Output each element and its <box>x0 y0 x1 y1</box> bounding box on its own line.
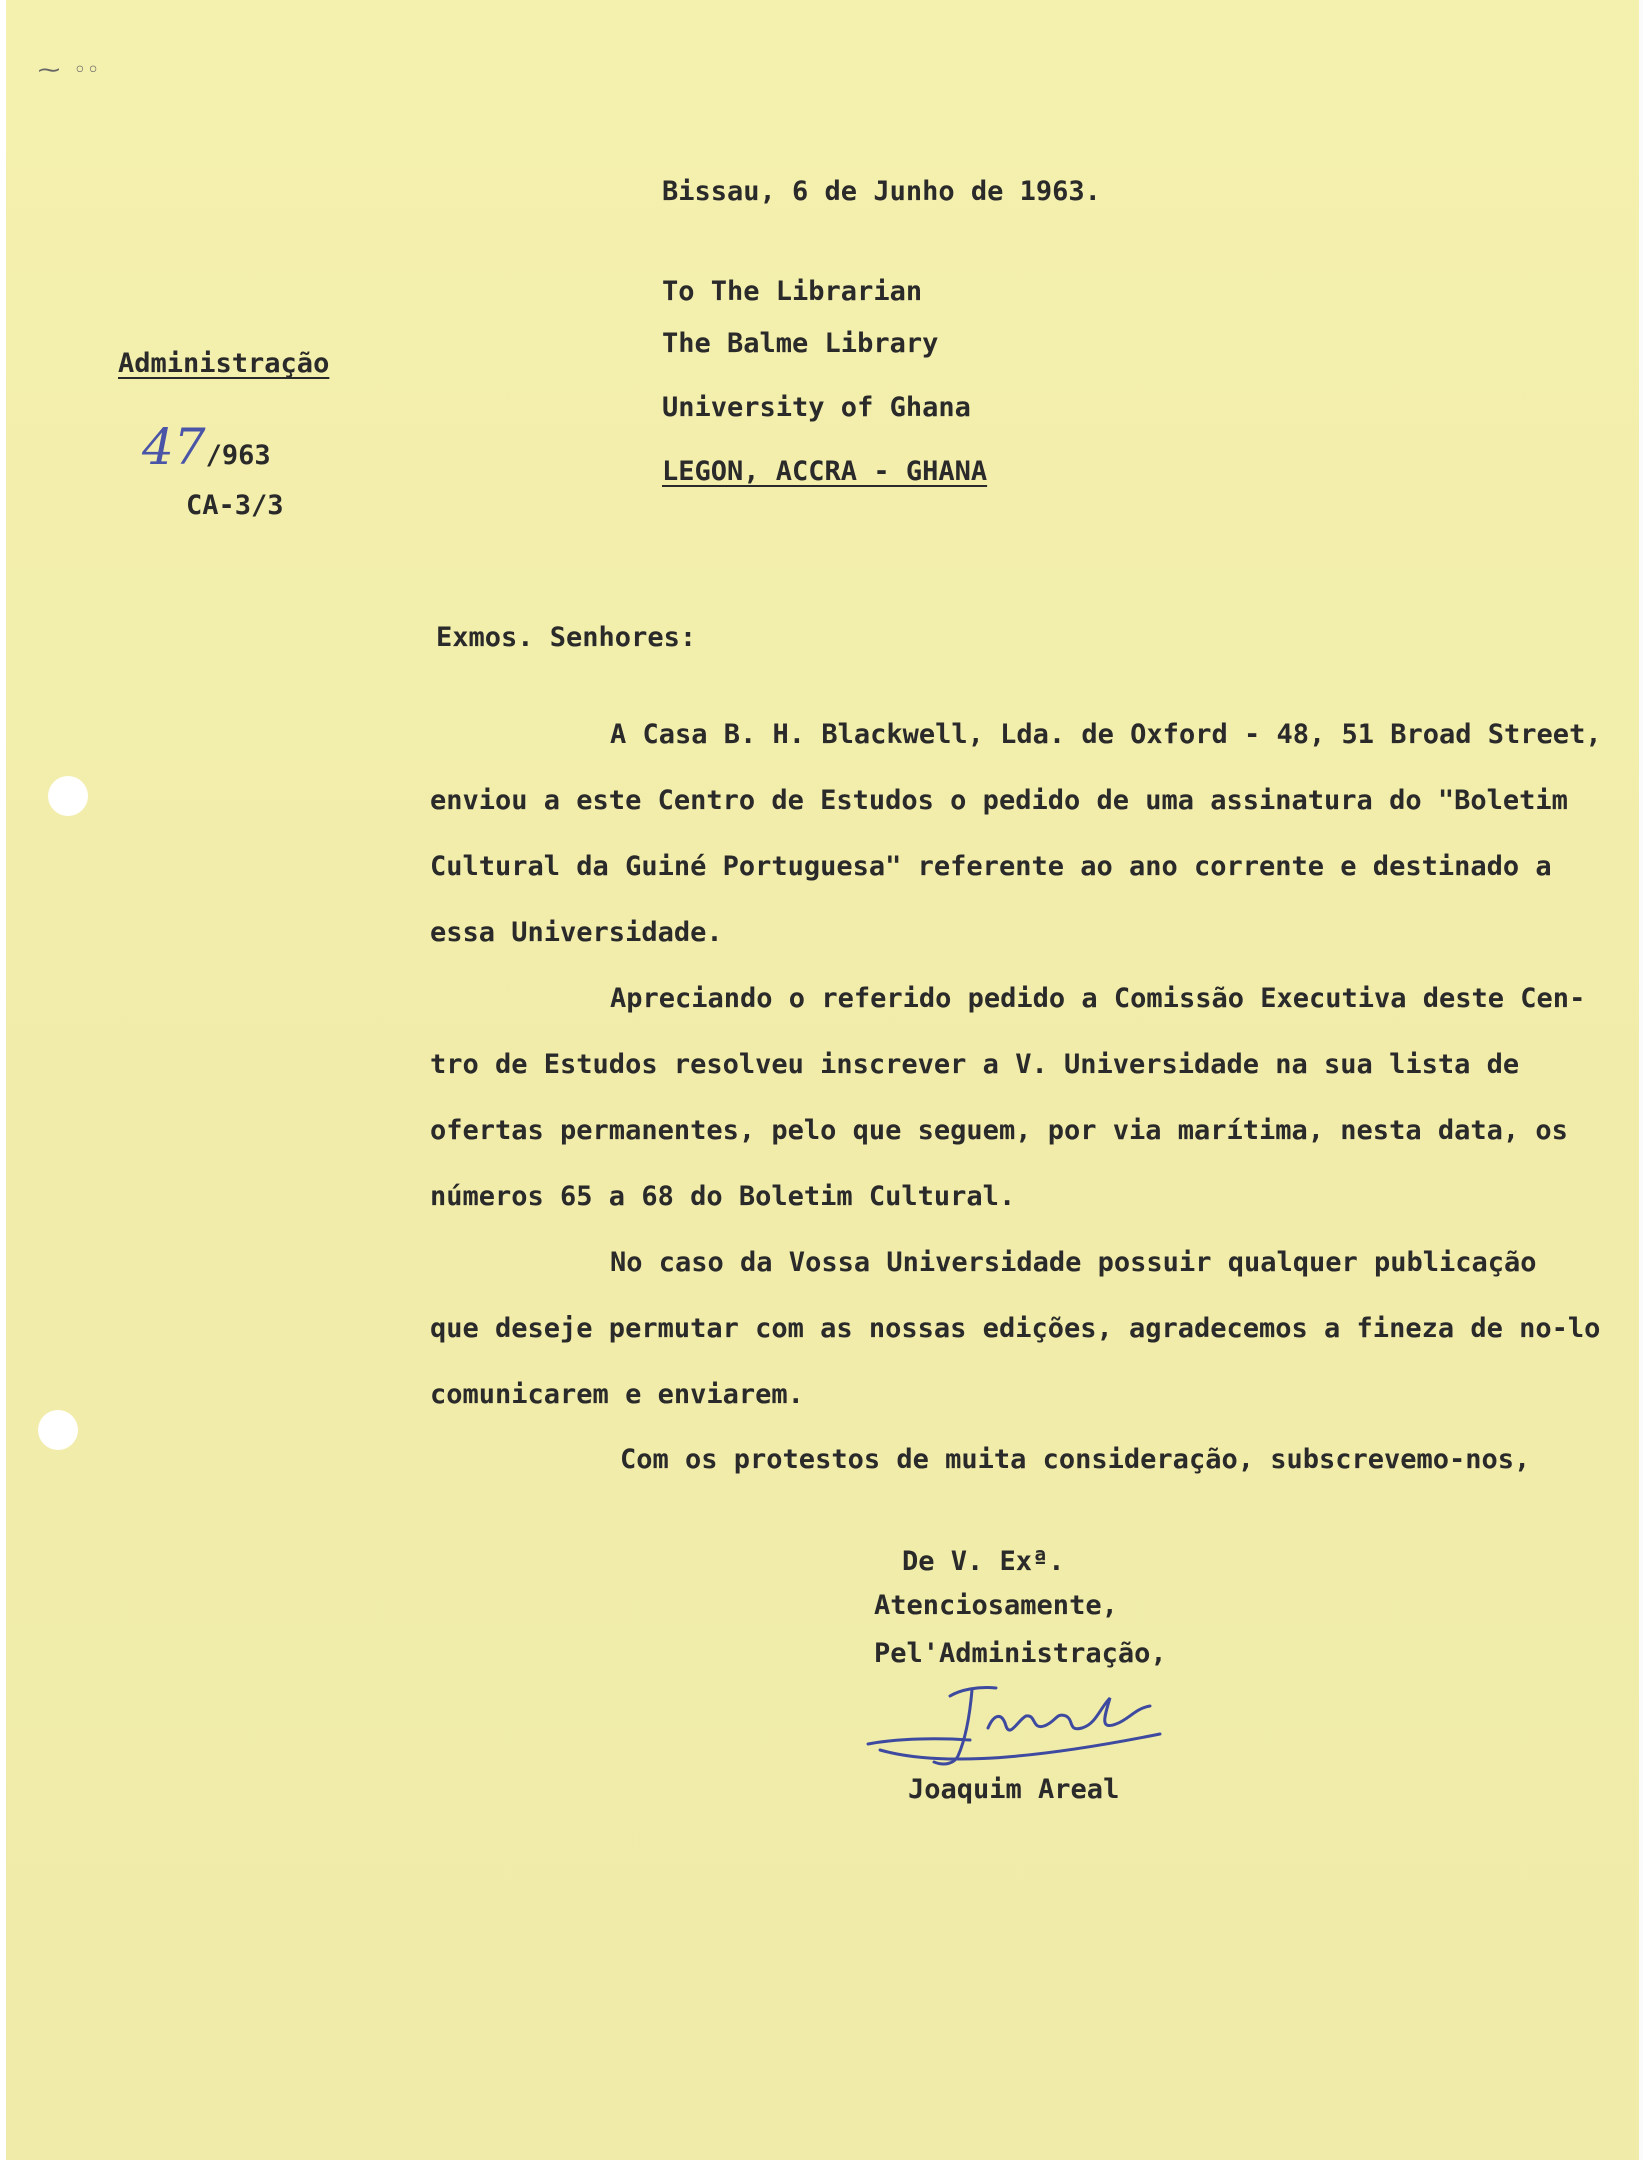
paragraph-3-line-2: que deseje permutar com as nossas edições, agradecemos a fineza de no-lo <box>430 1313 1601 1344</box>
recipient-line-3: University of Ghana <box>662 392 971 423</box>
signer-name: Joaquim Areal <box>908 1774 1120 1805</box>
paragraph-2-line-3: ofertas permanentes, pelo que seguem, por via marítima, nesta data, os <box>430 1115 1568 1146</box>
punch-hole-top <box>48 776 88 816</box>
paragraph-1-line-1: A Casa B. H. Blackwell, Lda. de Oxford - 48, 51 Broad Street, <box>610 719 1602 750</box>
paragraph-1 <box>430 702 1630 966</box>
punch-hole-bottom <box>38 1410 78 1450</box>
signature-line-3: Pel'Administração, <box>874 1638 1167 1669</box>
closing-line: Com os protestos de muita consideração, subscrevemo-nos, <box>620 1444 1531 1475</box>
signature-line-2: Atenciosamente, <box>874 1590 1118 1621</box>
date-line: Bissau, 6 de Junho de 1963. <box>662 176 1101 207</box>
salutation: Exmos. Senhores: <box>436 622 697 653</box>
paragraph-2-line-1: Apreciando o referido pedido a Comissão Executiva deste Cen- <box>610 983 1586 1014</box>
paragraph-1-line-4: essa Universidade. <box>430 917 723 948</box>
reference-number-suffix: /963 <box>205 440 271 471</box>
reference-number <box>142 418 271 476</box>
paragraph-2-line-4: números 65 a 68 do Boletim Cultural. <box>430 1181 1016 1212</box>
paragraph-2 <box>430 966 1630 1230</box>
paragraph-3-line-3: comunicarem e enviarem. <box>430 1379 804 1410</box>
recipient-line-4: LEGON, ACCRA - GHANA <box>662 456 988 487</box>
handwritten-signature <box>860 1668 1180 1778</box>
paragraph-2-line-2: tro de Estudos resolveu inscrever a V. Universidade na sua lista de <box>430 1049 1520 1080</box>
reference-code: CA-3/3 <box>186 490 284 521</box>
recipient-line-1: To The Librarian <box>662 276 923 307</box>
paragraph-1-line-3: Cultural da Guiné Portuguesa" referente ao ano corrente e destinado a <box>430 851 1552 882</box>
department-label: Administração <box>118 348 330 379</box>
paragraph-3 <box>430 1230 1630 1428</box>
signature-line-1: De V. Exª. <box>902 1546 1065 1577</box>
handwritten-number: 47 <box>142 418 206 476</box>
paragraph-1-line-2: enviou a este Centro de Estudos o pedido de uma assinatura do "Boletim <box>430 785 1568 816</box>
paragraph-3-line-1: No caso da Vossa Universidade possuir qualquer publicação <box>610 1247 1537 1278</box>
recipient-line-2: The Balme Library <box>662 328 939 359</box>
corner-mark: ⁓ ◦◦ <box>38 58 100 83</box>
